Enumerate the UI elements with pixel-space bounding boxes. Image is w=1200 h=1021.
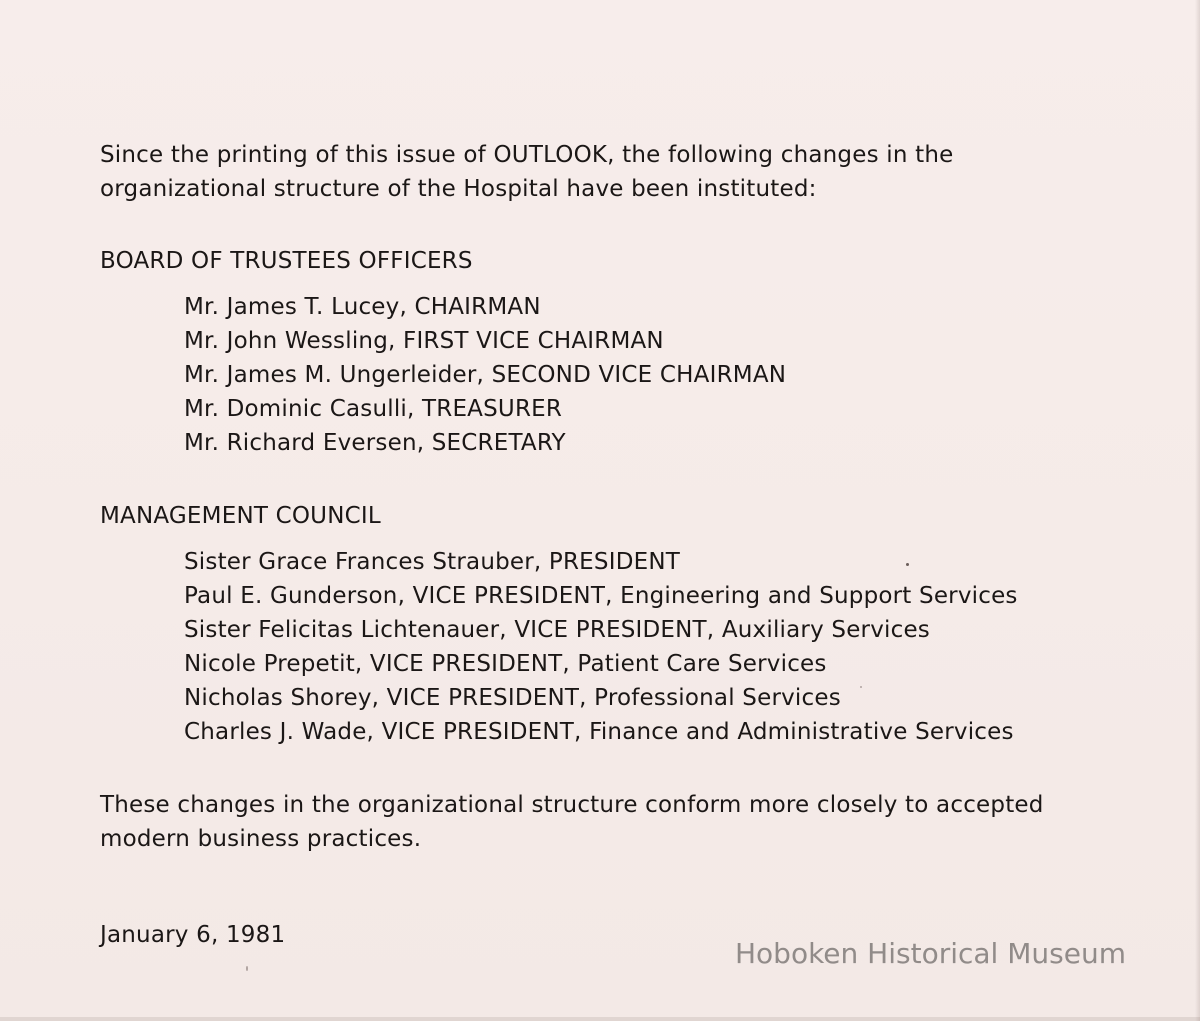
document-date: January 6, 1981 <box>100 922 286 948</box>
paper-edge-shadow <box>1195 0 1200 1021</box>
paper-speck <box>860 686 862 688</box>
list-item: Mr. James T. Lucey, CHAIRMAN <box>184 294 541 320</box>
list-item: Mr. John Wessling, FIRST VICE CHAIRMAN <box>184 328 664 354</box>
section-heading-management: MANAGEMENT COUNCIL <box>100 503 381 529</box>
intro-line: Since the printing of this issue of OUTLOOK, the following changes in the <box>100 142 954 168</box>
paper-edge-shadow <box>0 1017 1200 1021</box>
paper-speck <box>246 966 248 971</box>
list-item: Paul E. Gunderson, VICE PRESIDENT, Engineering and Support Services <box>184 583 1018 609</box>
closing-paragraph <box>100 788 1044 856</box>
intro-line: organizational structure of the Hospital have been instituted: <box>100 176 817 202</box>
list-item: Nicole Prepetit, VICE PRESIDENT, Patient Care Services <box>184 651 827 677</box>
board-officers-list <box>184 290 786 460</box>
list-item: Mr. Richard Eversen, SECRETARY <box>184 430 566 456</box>
list-item: Nicholas Shorey, VICE PRESIDENT, Professional Services <box>184 685 841 711</box>
closing-line: These changes in the organizational structure conform more closely to accepted <box>100 792 1044 818</box>
list-item: Mr. Dominic Casulli, TREASURER <box>184 396 563 422</box>
museum-watermark: Hoboken Historical Museum <box>735 937 1126 970</box>
section-heading-board: BOARD OF TRUSTEES OFFICERS <box>100 248 473 274</box>
list-item: Mr. James M. Ungerleider, SECOND VICE CHAIRMAN <box>184 362 787 388</box>
list-item: Sister Grace Frances Strauber, PRESIDENT <box>184 549 680 575</box>
management-council-list <box>184 545 1018 749</box>
list-item: Sister Felicitas Lichtenauer, VICE PRESIDENT, Auxiliary Services <box>184 617 930 643</box>
paper-speck <box>906 563 909 566</box>
intro-paragraph <box>100 138 954 206</box>
closing-line: modern business practices. <box>100 826 422 852</box>
list-item: Charles J. Wade, VICE PRESIDENT, Finance and Administrative Services <box>184 719 1014 745</box>
